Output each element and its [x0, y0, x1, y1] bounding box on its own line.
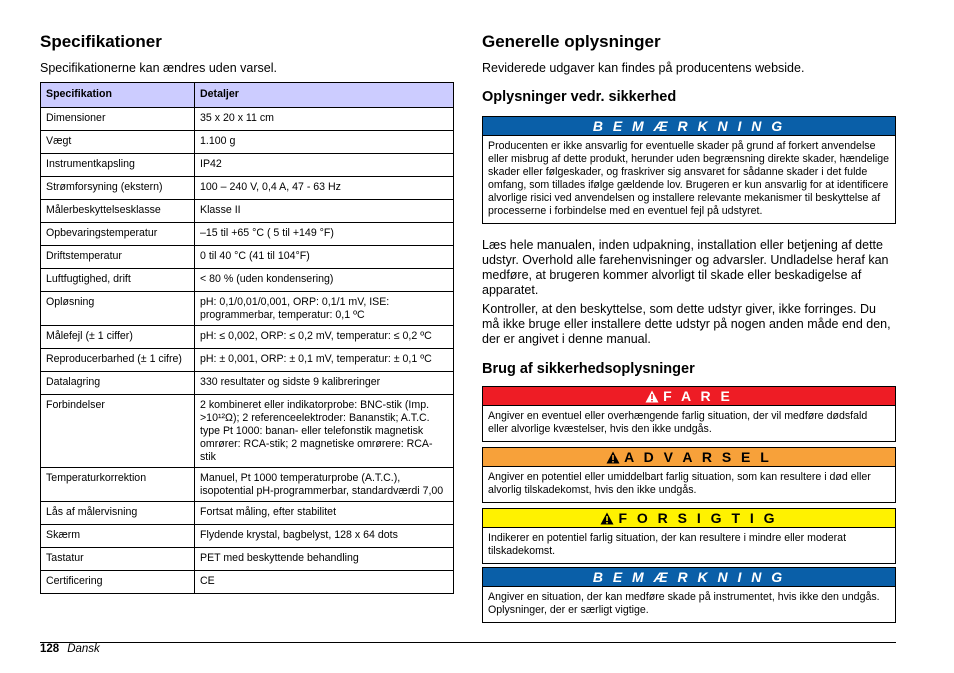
spec-value-cell: Klasse II — [195, 200, 454, 223]
danger-box — [482, 386, 896, 442]
footer-rule — [40, 642, 896, 643]
table-row — [41, 372, 454, 395]
notice-text-2: Angiver en situation, der kan medføre skade på instrumentet, hvis ikke den undgås. Oplysninger, der er særligt vigtige. — [488, 591, 880, 616]
safety-heading: Oplysninger vedr. sikkerhed — [482, 89, 677, 105]
spec-name-cell: Vægt — [41, 131, 195, 154]
warning-triangle-icon — [606, 451, 620, 464]
general-info-intro: Reviderede udgaver kan findes på producentens webside. — [482, 61, 805, 75]
table-body — [41, 108, 454, 594]
table-row — [41, 326, 454, 349]
spec-value-cell: 0 til 40 °C (41 til 104°F) — [195, 246, 454, 269]
table-row — [41, 349, 454, 372]
spec-name-cell: Opløsning — [41, 292, 195, 326]
spec-value-cell: PET med beskyttende behandling — [195, 548, 454, 571]
spec-value-cell: 1.100 g — [195, 131, 454, 154]
spec-value-cell: 330 resultater og sidste 9 kalibreringer — [195, 372, 454, 395]
notice-label-2: B E M Æ R K N I N G — [483, 568, 895, 587]
spec-name-cell: Målefejl (± 1 ciffer) — [41, 326, 195, 349]
table-row — [41, 131, 454, 154]
table-row — [41, 468, 454, 502]
table-row — [41, 525, 454, 548]
spec-name-cell: Instrumentkapsling — [41, 154, 195, 177]
caution-header — [483, 509, 895, 528]
safety-paragraph-2: Kontroller, at den beskyttelse, som dette udstyr giver, ikke forringes. Du må ikke bruge eller installere dette udstyr på nogen anden måde end den, der er angivet i denne manual. — [482, 302, 891, 346]
spec-name-cell: Driftstemperatur — [41, 246, 195, 269]
spec-name-cell: Forbindelser — [41, 395, 195, 468]
caution-text: Indikerer en potentiel farlig situation, der kan resultere i mindre eller moderat tilskadekomst. — [488, 532, 847, 557]
notice-box — [482, 116, 896, 224]
specifications-heading: Specifikationer — [40, 32, 162, 51]
spec-name-cell: Datalagring — [41, 372, 195, 395]
spec-value-cell: pH: 0,1/0,01/0,001, ORP: 0,1/1 mV, ISE: programmerbar, temperatur: 0,1 ºC — [195, 292, 454, 326]
warning-text: Angiver en potentiel eller umiddelbart farlig situation, som kan resultere i død eller alvorlig tilskadekomst, hvis den ikke undgås. — [488, 471, 871, 496]
spec-value-cell: pH: ± 0,001, ORP: ± 0,1 mV, temperatur: ± 0,1 ºC — [195, 349, 454, 372]
warning-label: A D V A R S E L — [624, 449, 772, 465]
notice-box-2 — [482, 567, 896, 623]
table-row — [41, 177, 454, 200]
table-row — [41, 223, 454, 246]
spec-name-cell: Målerbeskyttelsesklasse — [41, 200, 195, 223]
spec-value-cell: 35 x 20 x 11 cm — [195, 108, 454, 131]
spec-name-cell: Lås af målervisning — [41, 502, 195, 525]
spec-value-cell: Fortsat måling, efter stabilitet — [195, 502, 454, 525]
table-row — [41, 292, 454, 326]
column-header: Detaljer — [195, 83, 454, 108]
notice-text: Producenten er ikke ansvarlig for eventuelle skader på grund af forkert anvendelse eller misbrug af dette produkt, herunder uden begrænsning direkte skader, hændelige skader eller følgeskader, og fraskriver sig ansvaret for sådanne skader i det fulde omfang, som tillades ifølge gældende lov. Brugeren er kun ansvarlig for at identificere alvorlige risici ved anvendelsen og installere relevante mekanismer til beskyttelse af processerne i forbindelse med en eventuel fejl på udstyret. — [488, 140, 890, 217]
spec-name-cell: Opbevaringstemperatur — [41, 223, 195, 246]
specifications-intro: Specifikationerne kan ændres uden varsel. — [40, 61, 277, 75]
table-row — [41, 108, 454, 131]
spec-value-cell: Manuel, Pt 1000 temperaturprobe (A.T.C.), isopotential pH-programmerbar, standardværdi 7,00 — [195, 468, 454, 502]
spec-name-cell: Certificering — [41, 571, 195, 594]
warning-triangle-icon — [645, 390, 659, 403]
table-row — [41, 548, 454, 571]
spec-name-cell: Reproducerbarhed (± 1 cifre) — [41, 349, 195, 372]
page-footer — [40, 643, 100, 655]
spec-value-cell: CE — [195, 571, 454, 594]
general-info-heading: Generelle oplysninger — [482, 32, 661, 51]
safety-paragraph-1: Læs hele manualen, inden udpakning, installation eller betjening af dette udstyr. Overhold alle farehenvisninger og advarsler. Undladelse heraf kan medføre, at brugeren kommer alvorligt til skade eller beskadigelse af apparatet. — [482, 238, 889, 297]
caution-box — [482, 508, 896, 564]
table-row — [41, 502, 454, 525]
table-row — [41, 246, 454, 269]
spec-value-cell: –15 til +65 °C ( 5 til +149 °F) — [195, 223, 454, 246]
danger-text: Angiver en eventuel eller overhængende farlig situation, der vil medføre dødsfald eller alvorlige kvæstelser, hvis den ikke undgås. — [488, 410, 868, 435]
table-row — [41, 395, 454, 468]
table-row — [41, 154, 454, 177]
danger-header — [483, 387, 895, 406]
page-number: 128 — [40, 643, 60, 655]
usage-heading: Brug af sikkerhedsoplysninger — [482, 361, 695, 377]
specifications-table — [40, 82, 454, 594]
table-header-row — [41, 83, 454, 108]
table-row — [41, 200, 454, 223]
column-header: Specifikation — [41, 83, 195, 108]
spec-name-cell: Dimensioner — [41, 108, 195, 131]
warning-triangle-icon — [600, 512, 614, 525]
caution-label: F O R S I G T I G — [618, 510, 778, 526]
spec-name-cell: Luftfugtighed, drift — [41, 269, 195, 292]
spec-name-cell: Skærm — [41, 525, 195, 548]
table-row — [41, 571, 454, 594]
warning-box — [482, 447, 896, 503]
spec-name-cell: Strømforsyning (ekstern) — [41, 177, 195, 200]
notice-label: B E M Æ R K N I N G — [483, 117, 895, 136]
table-row — [41, 269, 454, 292]
warning-header — [483, 448, 895, 467]
spec-value-cell: IP42 — [195, 154, 454, 177]
footer-language: Dansk — [67, 643, 100, 655]
spec-value-cell: pH: ≤ 0,002, ORP: ≤ 0,2 mV, temperatur: ≤ 0,2 ºC — [195, 326, 454, 349]
spec-name-cell: Tastatur — [41, 548, 195, 571]
spec-name-cell: Temperaturkorrektion — [41, 468, 195, 502]
spec-value-cell: 100 – 240 V, 0,4 A, 47 - 63 Hz — [195, 177, 454, 200]
spec-value-cell: 2 kombineret eller indikatorprobe: BNC-stik (Imp. >10¹²Ω); 2 referenceelektroder: Bananstik; A.T.C. type Pt 1000: banan- eller telefonstik magnetisk omrører: RCA-stik; 2 magnetiske omrørere: RCA-stik — [195, 395, 454, 468]
spec-value-cell: Flydende krystal, bagbelyst, 128 x 64 dots — [195, 525, 454, 548]
danger-label: F A R E — [663, 388, 733, 404]
spec-value-cell: < 80 % (uden kondensering) — [195, 269, 454, 292]
